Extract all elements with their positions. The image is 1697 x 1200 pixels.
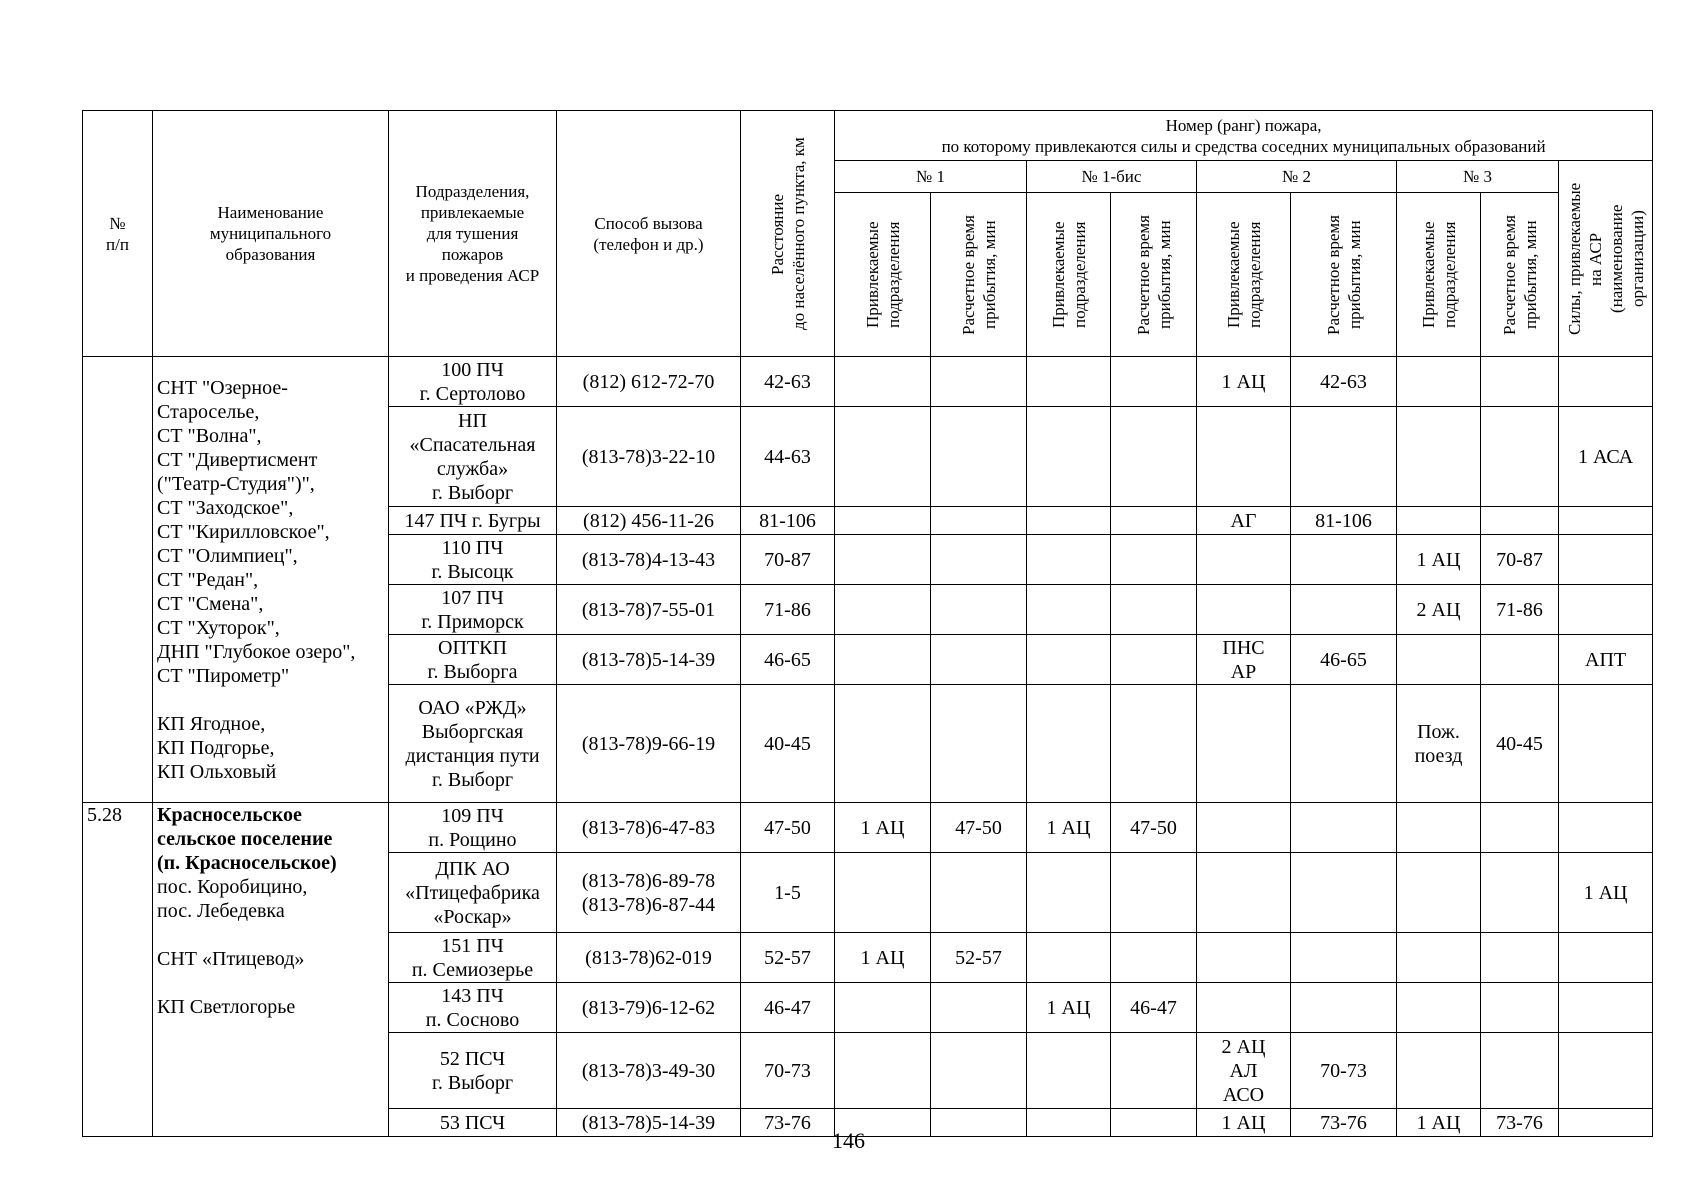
header-row <box>83 111 1653 161</box>
table-body <box>83 111 1653 1137</box>
unit-cell: 110 ПЧ г. Высоцк <box>389 535 557 585</box>
value-cell <box>835 407 931 507</box>
value-cell <box>1291 407 1397 507</box>
value-cell: 1 АЦ <box>835 803 931 853</box>
value-cell <box>1397 853 1481 933</box>
value-cell <box>1397 933 1481 983</box>
value-cell: 71-86 <box>1481 585 1559 635</box>
distance-cell: 70-73 <box>741 1033 835 1109</box>
value-cell <box>1481 803 1559 853</box>
value-cell <box>835 507 931 535</box>
value-cell <box>1397 357 1481 407</box>
header-time-1: Расчетное время прибытия, мин <box>931 193 1027 357</box>
value-cell: 81-106 <box>1291 507 1397 535</box>
value-cell: 1 АЦ <box>835 933 931 983</box>
call-cell: (812) 612-72-70 <box>557 357 741 407</box>
table-row <box>83 357 1653 407</box>
header-municipality: Наименование муниципального образования <box>153 111 389 357</box>
value-cell <box>1111 407 1197 507</box>
value-cell <box>1397 407 1481 507</box>
header-asr-forces: Силы, привлекаемые на АСР (наименование организации) <box>1559 161 1653 357</box>
value-cell <box>1027 685 1111 803</box>
call-cell: (813-78)9-66-19 <box>557 685 741 803</box>
value-cell <box>931 357 1027 407</box>
header-distance: Расстояние до населённого пункта, км <box>741 111 835 357</box>
value-cell: ПНС АР <box>1197 635 1291 685</box>
value-cell <box>1111 535 1197 585</box>
value-cell <box>835 635 931 685</box>
value-cell <box>1197 983 1291 1033</box>
value-cell <box>1111 933 1197 983</box>
call-cell: (813-79)6-12-62 <box>557 983 741 1033</box>
distance-cell: 46-65 <box>741 635 835 685</box>
value-cell <box>931 585 1027 635</box>
value-cell <box>1197 803 1291 853</box>
value-cell <box>1291 983 1397 1033</box>
value-cell <box>931 407 1027 507</box>
value-cell: 52-57 <box>931 933 1027 983</box>
value-cell <box>1559 535 1653 585</box>
value-cell <box>1559 585 1653 635</box>
value-cell <box>1481 853 1559 933</box>
unit-cell: 107 ПЧ г. Приморск <box>389 585 557 635</box>
unit-cell: 109 ПЧ п. Рощино <box>389 803 557 853</box>
value-cell <box>931 535 1027 585</box>
value-cell: АПТ <box>1559 635 1653 685</box>
value-cell <box>1027 635 1111 685</box>
value-cell <box>1559 357 1653 407</box>
value-cell: 1 АЦ <box>1397 1109 1481 1137</box>
value-cell: 1 АЦ <box>1027 803 1111 853</box>
header-call-method: Способ вызова (телефон и др.) <box>557 111 741 357</box>
value-cell <box>1111 507 1197 535</box>
unit-cell: 151 ПЧ п. Семиозерье <box>389 933 557 983</box>
value-cell <box>931 507 1027 535</box>
value-cell <box>931 983 1027 1033</box>
unit-cell: 100 ПЧ г. Сертолово <box>389 357 557 407</box>
call-cell: (813-78)62-019 <box>557 933 741 983</box>
value-cell <box>1291 585 1397 635</box>
value-cell <box>1559 1033 1653 1109</box>
unit-cell: 53 ПСЧ <box>389 1109 557 1137</box>
header-units-1: Привлекаемые подразделения <box>835 193 931 357</box>
header-rank-3: № 3 <box>1397 161 1559 193</box>
page-number: 146 <box>832 1128 865 1153</box>
distance-cell: 46-47 <box>741 983 835 1033</box>
value-cell: 1 АЦ <box>1197 1109 1291 1137</box>
value-cell <box>931 1033 1027 1109</box>
value-cell <box>1559 933 1653 983</box>
municipality-name-cell <box>153 803 389 1137</box>
value-cell: 73-76 <box>1291 1109 1397 1137</box>
value-cell <box>931 685 1027 803</box>
value-cell: 2 АЦ АЛ АСО <box>1197 1033 1291 1109</box>
header-units-2: Привлекаемые подразделения <box>1197 193 1291 357</box>
value-cell <box>1291 853 1397 933</box>
value-cell <box>1291 933 1397 983</box>
distance-cell: 52-57 <box>741 933 835 983</box>
value-cell <box>1291 803 1397 853</box>
header-rank-1bis: № 1-бис <box>1027 161 1197 193</box>
municipality-name-cell: СНТ "Озерное- Староселье, СТ "Волна", СТ "Дивертисмент ("Театр-Студия")", СТ "Заходское", СТ "Кирилловское", СТ "Олимпиец", СТ "Редан", СТ "Смена", СТ "Хуторок", ДНП "Глубокое озеро", СТ "Пирометр" КП Ягодное, КП Подгорье, КП Ольховый <box>153 357 389 803</box>
value-cell <box>1481 983 1559 1033</box>
value-cell <box>835 1033 931 1109</box>
value-cell <box>1197 933 1291 983</box>
table-row <box>83 803 1653 853</box>
unit-cell: ДПК АО «Птицефабрика «Роскар» <box>389 853 557 933</box>
header-rank-2: № 2 <box>1197 161 1397 193</box>
distance-cell: 1-5 <box>741 853 835 933</box>
value-cell <box>1027 407 1111 507</box>
unit-cell: 147 ПЧ г. Бугры <box>389 507 557 535</box>
value-cell: 70-73 <box>1291 1033 1397 1109</box>
value-cell <box>1197 853 1291 933</box>
value-cell: 40-45 <box>1481 685 1559 803</box>
distance-cell: 81-106 <box>741 507 835 535</box>
value-cell <box>1481 407 1559 507</box>
value-cell: Пож. поезд <box>1397 685 1481 803</box>
unit-cell: НП «Спасательная служба» г. Выборг <box>389 407 557 507</box>
value-cell <box>1111 853 1197 933</box>
value-cell <box>1481 1033 1559 1109</box>
value-cell <box>1197 585 1291 635</box>
distance-cell: 73-76 <box>741 1109 835 1137</box>
value-cell: 47-50 <box>1111 803 1197 853</box>
value-cell <box>1559 803 1653 853</box>
call-cell: (813-78)3-22-10 <box>557 407 741 507</box>
value-cell: 1 АСА <box>1559 407 1653 507</box>
value-cell <box>1027 585 1111 635</box>
value-cell <box>835 357 931 407</box>
value-cell <box>1027 933 1111 983</box>
value-cell <box>1197 685 1291 803</box>
value-cell <box>1559 685 1653 803</box>
header-units-1bis: Привлекаемые подразделения <box>1027 193 1111 357</box>
call-cell: (813-78)5-14-39 <box>557 635 741 685</box>
value-cell <box>1027 853 1111 933</box>
call-cell: (813-78)3-49-30 <box>557 1033 741 1109</box>
value-cell: 46-47 <box>1111 983 1197 1033</box>
value-cell: 46-65 <box>1291 635 1397 685</box>
value-cell: 1 АЦ <box>1559 853 1653 933</box>
value-cell <box>1481 507 1559 535</box>
value-cell: АГ <box>1197 507 1291 535</box>
value-cell: 47-50 <box>931 803 1027 853</box>
value-cell: 1 АЦ <box>1397 535 1481 585</box>
header-units-3: Привлекаемые подразделения <box>1397 193 1481 357</box>
value-cell <box>1481 635 1559 685</box>
call-cell: (813-78)5-14-39 <box>557 1109 741 1137</box>
distance-cell: 70-87 <box>741 535 835 585</box>
distance-cell: 47-50 <box>741 803 835 853</box>
value-cell <box>1397 1033 1481 1109</box>
value-cell <box>835 853 931 933</box>
call-cell: (812) 456-11-26 <box>557 507 741 535</box>
value-cell: 73-76 <box>1481 1109 1559 1137</box>
distance-cell: 71-86 <box>741 585 835 635</box>
row-number-cell: 5.28 <box>83 803 153 1137</box>
unit-cell: ОАО «РЖД» Выборгская дистанция пути г. Выборг <box>389 685 557 803</box>
call-cell: (813-78)6-47-83 <box>557 803 741 853</box>
value-cell <box>1397 983 1481 1033</box>
value-cell: 2 АЦ <box>1397 585 1481 635</box>
call-cell: (813-78)7-55-01 <box>557 585 741 635</box>
unit-cell: 143 ПЧ п. Сосново <box>389 983 557 1033</box>
distance-cell: 40-45 <box>741 685 835 803</box>
value-cell <box>1027 535 1111 585</box>
value-cell <box>1559 507 1653 535</box>
value-cell: 1 АЦ <box>1197 357 1291 407</box>
header-time-1bis: Расчетное время прибытия, мин <box>1111 193 1197 357</box>
value-cell <box>1027 507 1111 535</box>
header-units: Подразделения, привлекаемые для тушения пожаров и проведения АСР <box>389 111 557 357</box>
value-cell <box>1397 635 1481 685</box>
unit-cell: ОПТКП г. Выборга <box>389 635 557 685</box>
value-cell <box>835 685 931 803</box>
value-cell <box>1111 357 1197 407</box>
header-time-3: Расчетное время прибытия, мин <box>1481 193 1559 357</box>
value-cell <box>835 585 931 635</box>
value-cell <box>1027 357 1111 407</box>
value-cell <box>1559 983 1653 1033</box>
fire-resources-table <box>82 110 1653 1137</box>
value-cell <box>1027 1033 1111 1109</box>
value-cell: 1 АЦ <box>1027 983 1111 1033</box>
municipality-title: Красносельское сельское поселение (п. Красносельское) <box>157 804 337 874</box>
distance-cell: 44-63 <box>741 407 835 507</box>
value-cell: 42-63 <box>1291 357 1397 407</box>
header-rank-1: № 1 <box>835 161 1027 193</box>
value-cell <box>931 635 1027 685</box>
header-num: № п/п <box>83 111 153 357</box>
distance-cell: 42-63 <box>741 357 835 407</box>
value-cell <box>1111 585 1197 635</box>
header-time-2: Расчетное время прибытия, мин <box>1291 193 1397 357</box>
unit-cell: 52 ПСЧ г. Выборг <box>389 1033 557 1109</box>
call-cell: (813-78)4-13-43 <box>557 535 741 585</box>
value-cell <box>1111 635 1197 685</box>
value-cell <box>1291 535 1397 585</box>
value-cell <box>1397 803 1481 853</box>
municipality-settlements: пос. Коробицино, пос. Лебедевка СНТ «Птицевод» КП Светлогорье <box>157 876 308 1018</box>
value-cell <box>1197 535 1291 585</box>
value-cell <box>1291 685 1397 803</box>
value-cell <box>835 983 931 1033</box>
value-cell <box>1111 1033 1197 1109</box>
value-cell <box>1111 685 1197 803</box>
call-cell: (813-78)6-89-78 (813-78)6-87-44 <box>557 853 741 933</box>
value-cell <box>1397 507 1481 535</box>
value-cell <box>1481 357 1559 407</box>
value-cell <box>835 535 931 585</box>
header-fire-rank: Номер (ранг) пожара, по которому привлекаются силы и средства соседних муниципальных образований <box>835 111 1653 161</box>
value-cell: 70-87 <box>1481 535 1559 585</box>
value-cell <box>1197 407 1291 507</box>
value-cell <box>931 853 1027 933</box>
value-cell <box>1481 933 1559 983</box>
row-number-cell <box>83 357 153 803</box>
